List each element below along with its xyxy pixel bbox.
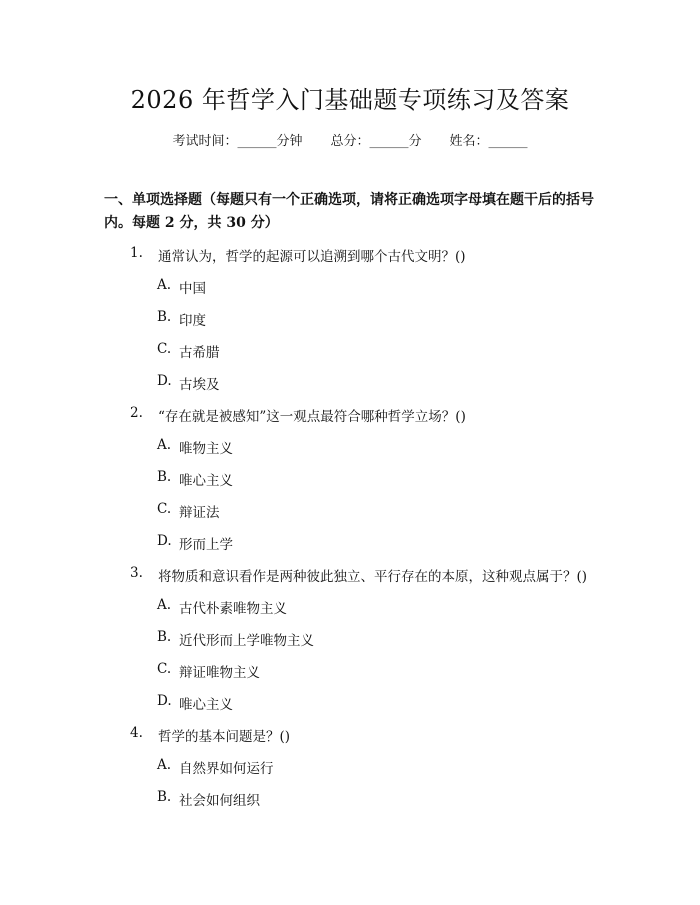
option-text: 辩证唯物主义	[179, 665, 260, 681]
question-text: 将物质和意识看作是两种彼此独立、平行存在的本原，这种观点属于？()	[158, 569, 588, 585]
option-text: 古希腊	[179, 345, 220, 361]
question-number: 1.	[130, 245, 143, 261]
question-number: 4.	[130, 725, 143, 741]
option-letter: B.	[157, 469, 172, 485]
option-letter: B.	[157, 309, 172, 325]
option-letter: B.	[157, 629, 172, 645]
option-letter: B.	[157, 789, 172, 805]
option-letter: C.	[157, 341, 172, 357]
option-text: 社会如何组织	[179, 793, 260, 809]
option-text: 自然界如何运行	[179, 761, 274, 777]
question-text: 通常认为，哲学的起源可以追溯到哪个古代文明？()	[158, 249, 466, 265]
option-letter: C.	[157, 501, 172, 517]
question-number: 2.	[130, 405, 143, 421]
option-text: 近代形而上学唯物主义	[179, 633, 314, 649]
score-label: 总分：	[330, 134, 370, 149]
option-letter: C.	[157, 661, 172, 677]
option-text: 印度	[179, 313, 206, 329]
question-number: 3.	[130, 565, 143, 581]
option-text: 唯物主义	[179, 441, 233, 457]
name-blank: ______	[488, 134, 528, 149]
section-heading: 一、单项选择题（每题只有一个正确选项，请将正确选项字母填在题干后的括号内。每题 2 分，共 30 分）	[104, 192, 594, 231]
option-text: 古埃及	[179, 377, 220, 393]
option-letter: A.	[157, 277, 172, 293]
option-letter: A.	[157, 757, 172, 773]
option-letter: A.	[157, 597, 172, 613]
option-text: 形而上学	[179, 537, 233, 553]
option-text: 中国	[179, 281, 206, 297]
name-label: 姓名：	[449, 134, 489, 149]
option-text: 唯心主义	[179, 473, 233, 489]
question-text: 哲学的基本问题是？()	[158, 729, 291, 745]
option-letter: D.	[157, 373, 172, 389]
time-blank: ______	[237, 134, 277, 149]
option-letter: D.	[157, 693, 172, 709]
exam-info-line	[0, 130, 700, 149]
score-blank: ______	[369, 134, 409, 149]
time-label: 考试时间：	[172, 134, 238, 149]
document-title: 2026 年哲学入门基础题专项练习及答案	[130, 86, 570, 114]
time-unit: 分钟	[276, 134, 303, 149]
option-text: 唯心主义	[179, 697, 233, 713]
score-unit: 分	[408, 134, 422, 149]
option-text: 辩证法	[179, 505, 220, 521]
option-text: 古代朴素唯物主义	[179, 601, 287, 617]
option-letter: A.	[157, 437, 172, 453]
option-letter: D.	[157, 533, 172, 549]
question-text: “存在就是被感知”这一观点最符合哪种哲学立场？()	[158, 409, 466, 425]
